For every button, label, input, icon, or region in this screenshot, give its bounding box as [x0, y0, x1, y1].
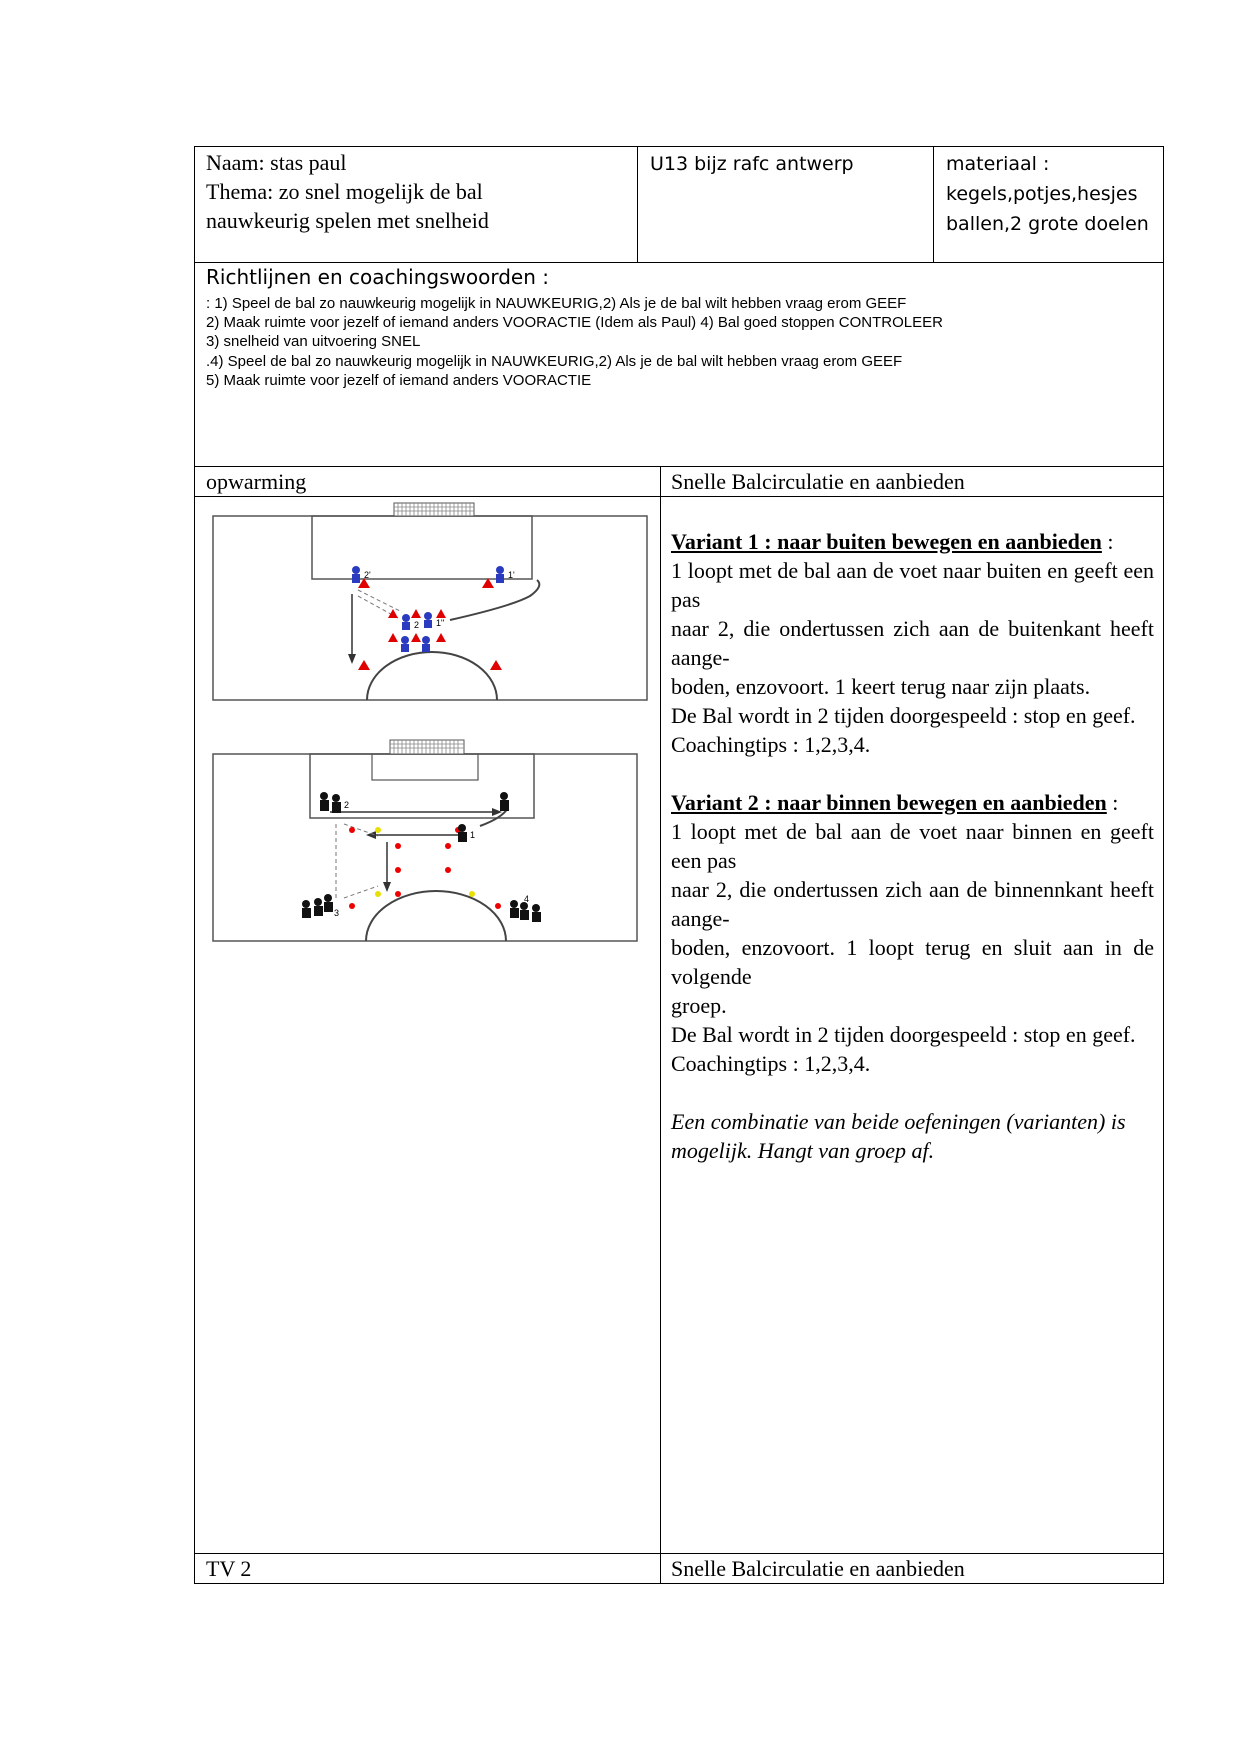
team-label: U13 bijz rafc antwerp [650, 153, 854, 175]
material-line-2: ballen,2 grote doelen [946, 213, 1149, 235]
guidelines-list [206, 294, 1156, 390]
guideline-line: : 1) Speel de bal zo nauwkeurig mogelijk in NAUWKEURIG,2) Als je de bal wilt hebben vraag erom GEEF [206, 295, 907, 312]
drill-diagram-inside [212, 738, 650, 943]
variant-1-line: boden, enzovoort. 1 keert terug naar zijn plaats. [671, 674, 1091, 699]
variant-2-heading: Variant 2 : naar binnen bewegen en aanbieden : [671, 790, 1119, 815]
combination-note: Een combinatie van beide oefeningen (varianten) is [671, 1109, 1126, 1134]
tv2-label: TV 2 [206, 1556, 252, 1581]
warmup-label: opwarming [206, 469, 307, 494]
variant-2-line: naar 2, die ondertussen zich aan de binnennkant heeft aange- [671, 877, 1154, 931]
player-label: 4 [524, 894, 530, 904]
variant-1-line: De Bal wordt in 2 tijden doorgespeeld : stop en geef. [671, 703, 1136, 728]
warmup-description [671, 527, 1154, 1165]
tv2-title: Snelle Balcirculatie en aanbieden [671, 1556, 965, 1581]
variant-2-line: Coachingtips : 1,2,3,4. [671, 1051, 871, 1076]
header-info [206, 148, 626, 235]
combination-note-end: mogelijk. Hangt van groep af. [671, 1138, 935, 1163]
warmup-title: Snelle Balcirculatie en aanbieden [671, 469, 965, 494]
variant-2-line: groep. [671, 993, 727, 1018]
theme-line-1: Thema: zo snel mogelijk de bal [206, 179, 483, 204]
guideline-line: 3) snelheid van uitvoering SNEL [206, 333, 421, 351]
variant-2-line: De Bal wordt in 2 tijden doorgespeeld : stop en geef. [671, 1022, 1136, 1047]
player-label: 2' [364, 570, 371, 580]
guideline-line: .4) Speel de bal zo nauwkeurig mogelijk in NAUWKEURIG,2) Als je de bal wilt hebben vraag erom GEEF [206, 352, 903, 370]
player-label: 1 [470, 830, 476, 840]
player-label: 1" [436, 618, 445, 628]
material-cell [946, 149, 1161, 239]
guidelines-title: Richtlijnen en coachingswoorden : [206, 265, 549, 289]
variant-1-line: 1 loopt met de bal aan de voet naar buiten en geeft een pas [671, 558, 1154, 612]
guideline-line: 5) Maak ruimte voor jezelf of iemand anders VOORACTIE [206, 371, 592, 389]
guidelines-section [206, 264, 1156, 390]
variant-2-line: 1 loopt met de bal aan de voet naar binnen en geeft een pas [671, 819, 1154, 873]
player-label: 1' [508, 570, 515, 580]
variant-2-line: boden, enzovoort. 1 loopt terug en sluit aan in de volgende [671, 935, 1154, 989]
guideline-line: 2) Maak ruimte voor jezelf of iemand anders VOORACTIE (Idem als Paul) 4) Bal goed stoppen CONTROLEER [206, 314, 943, 332]
variant-1-heading: Variant 1 : naar buiten bewegen en aanbieden : [671, 529, 1114, 554]
player-label: 2 [344, 800, 350, 810]
goal-net-icon [394, 503, 474, 516]
team-cell [650, 149, 925, 179]
coach-name: Naam: stas paul [206, 150, 347, 175]
material-label: materiaal : [946, 153, 1050, 175]
player-label: 3 [334, 908, 340, 918]
variant-1-line: naar 2, die ondertussen zich aan de buitenkant heeft aange- [671, 616, 1154, 670]
goal-net-icon [390, 740, 464, 754]
drill-diagram-outside [212, 502, 650, 702]
theme-line-2: nauwkeurig spelen met snelheid [206, 208, 489, 233]
variant-1-line: Coachingtips : 1,2,3,4. [671, 732, 871, 757]
material-line-1: kegels,potjes,hesjes [946, 183, 1138, 205]
player-label: 2 [414, 620, 420, 630]
